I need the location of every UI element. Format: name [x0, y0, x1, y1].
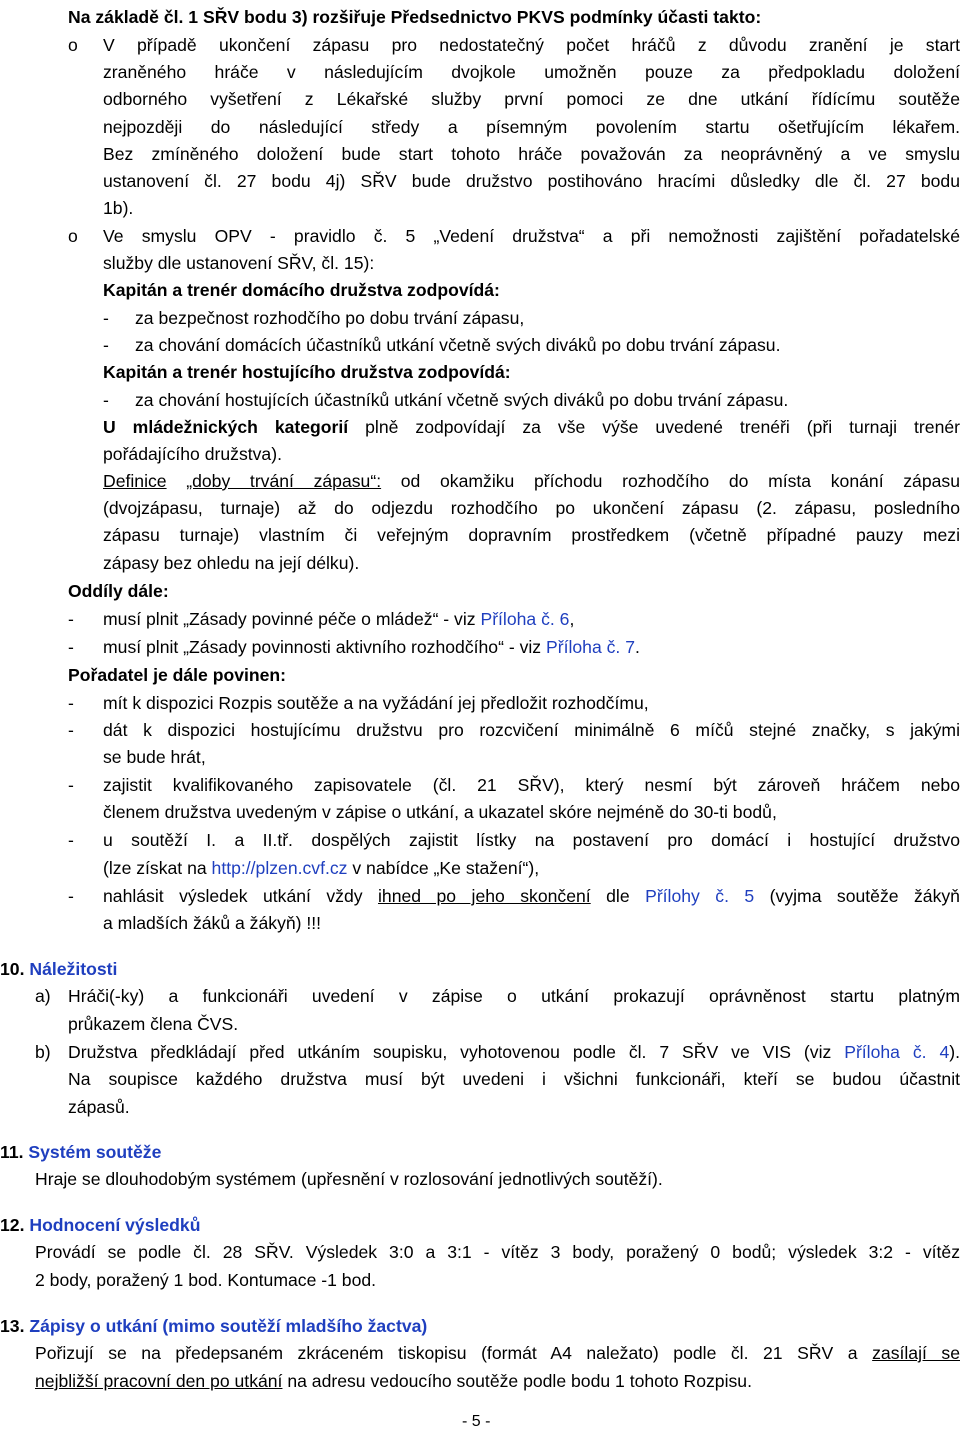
website-link[interactable]: http://plzen.cvf.cz — [211, 858, 348, 878]
section10-line: zápasů. — [68, 1097, 130, 1117]
section-number: 10. — [0, 959, 25, 979]
clubs-item — [103, 606, 574, 634]
cond2-line: služby dle ustanovení SŘV, čl. 15): — [103, 253, 375, 273]
organizer-item: a mladších žáků a žákyň) !!! — [103, 913, 322, 933]
section13-underlined: zasílají se — [872, 1343, 960, 1363]
dash-marker: - — [68, 886, 74, 906]
dash-marker: - — [103, 308, 109, 328]
organizer-item: se bude hrát, — [103, 747, 206, 767]
section13-text: Pořizují se na předepsaném zkráceném tiskopisu (formát A4 naležato) podle čl. 21 SŘV a — [35, 1343, 873, 1363]
organizer-item: členem družstva uvedeným v zápise o utkání, a ukazatel skóre nejméně do 30-ti bodů, — [103, 802, 777, 822]
organizer-underlined: ihned po jeho skončení — [378, 886, 591, 906]
section13-line — [35, 1368, 752, 1396]
section10-text: Družstva předkládají před utkáním soupisku, vyhotovenou podle čl. 7 SŘV ve VIS (viz — [68, 1042, 845, 1062]
clubs-item — [103, 634, 640, 662]
clubs-item-post: . — [634, 637, 640, 657]
bullet-marker: o — [68, 35, 78, 55]
section13-text: na adresu vedoucího soutěže podle bodu 1 tohoto Rozpisu. — [282, 1371, 752, 1391]
definition-rest: od okamžiku příchodu rozhodčího do místa konání zápasu — [381, 471, 960, 491]
home-item: za chování domácích účastníků utkání včetně svých diváků po dobu trvání zápasu. — [135, 335, 781, 355]
appendix-link[interactable]: Příloha č. 7 — [545, 637, 635, 657]
section-heading — [0, 1212, 200, 1240]
dash-marker: - — [103, 335, 109, 355]
cond1-line: V případě ukončení zápasu pro nedostatečný počet hráčů z důvodu zranění je start — [103, 35, 960, 55]
section-title: Náležitosti — [29, 959, 118, 979]
appendix-link[interactable]: Příloha č. 4 — [844, 1042, 950, 1062]
section-title: Zápisy o utkání (mimo soutěží mladšího žactva) — [29, 1316, 428, 1336]
section-heading — [0, 1139, 161, 1167]
dash-marker: - — [68, 637, 74, 657]
cond2-line: Ve smyslu OPV - pravidlo č. 5 „Vedení družstva“ a při nemožnosti zajištění pořadatelské — [103, 226, 960, 246]
dash-marker: - — [68, 830, 74, 850]
organizer-item: mít k dispozici Rozpis soutěže a na vyžádání jej předložit rozhodčímu, — [103, 693, 649, 713]
definition-line: zápasy bez ohledu na její délku). — [103, 553, 360, 573]
section10-line: Na soupisce každého družstva musí být uvedeni i všichni funkcionáři, kteří se budou účastnit — [68, 1069, 960, 1089]
bullet-marker: o — [68, 226, 78, 246]
definition-label: „doby trvání zápasu“: — [186, 471, 382, 491]
intro-rest: 1 SŘV bodu 3) rozšiřuje Předsednictvo PKVS podmínky účasti takto: — [183, 7, 762, 27]
section-title: Hodnocení výsledků — [29, 1215, 201, 1235]
organizer-text: v nabídce „Ke stažení“), — [347, 858, 540, 878]
dash-marker: - — [68, 775, 74, 795]
clubs-item-text: musí plnit „Zásady povinnosti aktivního rozhodčího“ - viz — [103, 637, 546, 657]
youth-line — [103, 414, 960, 442]
organizer-item: zajistit kvalifikovaného zapisovatele (čl. 21 SŘV), který nesmí být zároveň hráčem nebo — [103, 775, 960, 795]
section13-underlined: nejbližší pracovní den po utkání — [35, 1371, 283, 1391]
organizer-item: u soutěží I. a II.tř. dospělých zajistit lístky na postavení pro domácí i hostující družstvo — [103, 830, 960, 850]
intro-lead: Na základě čl. — [68, 7, 184, 27]
youth-rest: plně zodpovídají za vše výše uvedené trenéři (při turnaji trenér — [348, 417, 960, 437]
organizer-text: nahlásit výsledek utkání vždy — [103, 886, 379, 906]
organizer-heading: Pořadatel je dále povinen: — [68, 665, 287, 685]
section-number: 11. — [0, 1142, 24, 1162]
cond1-line: 1b). — [103, 198, 134, 218]
section10-line: Hráči(-ky) a funkcionáři uvedení v zápise o utkání prokazují oprávněnost startu platným — [68, 986, 960, 1006]
youth-bold: U mládežnických kategorií — [103, 417, 349, 437]
home-heading: Kapitán a trenér domácího družstva zodpovídá: — [103, 280, 500, 300]
section10-line — [68, 1039, 960, 1067]
section10-text: ). — [949, 1042, 960, 1062]
organizer-text: dle — [590, 886, 646, 906]
dash-marker: - — [103, 390, 109, 410]
organizer-item — [103, 883, 960, 911]
section10-line: průkazem člena ČVS. — [68, 1014, 239, 1034]
clubs-item-post: , — [569, 609, 575, 629]
dash-marker: - — [68, 609, 74, 629]
section13-line — [35, 1340, 960, 1368]
definition-line: zápasu turnaje) vlastním či veřejným dopravním prostředkem (včetně případné pauzy mezi — [103, 525, 960, 545]
section12-line: 2 body, poražený 1 bod. Kontumace -1 bod. — [35, 1270, 377, 1290]
clubs-heading: Oddíly dále: — [68, 581, 169, 601]
organizer-text: (vyjma soutěže žákyň — [754, 886, 960, 906]
appendix-link[interactable]: Přílohy č. 5 — [645, 886, 755, 906]
section11-text: Hraje se dlouhodobým systémem (upřesnění v rozlosování jednotlivých soutěží). — [35, 1169, 663, 1189]
section12-line: Provádí se podle čl. 28 SŘV. Výsledek 3:0 a 3:1 - vítěz 3 body, poražený 0 bodů; výsledek 3:2 - vítěz — [35, 1242, 960, 1262]
definition-line: (dvojzápasu, turnaje) až do odjezdu rozhodčího po ukončení zápasu (2. zápasu, posledního — [103, 498, 960, 518]
away-heading: Kapitán a trenér hostujícího družstva zodpovídá: — [103, 362, 511, 382]
cond1-line: Bez zmíněného doložení bude start tohoto hráče považován za neoprávněný a ve smyslu — [103, 144, 960, 164]
section-heading — [0, 956, 117, 984]
youth-line: pořádajícího družstva). — [103, 444, 282, 464]
definition-label: Definice — [103, 471, 167, 491]
appendix-link[interactable]: Příloha č. 6 — [480, 609, 570, 629]
home-item: za bezpečnost rozhodčího po dobu trvání zápasu, — [135, 308, 525, 328]
organizer-item — [103, 855, 539, 883]
list-label: b) — [35, 1042, 51, 1062]
list-label: a) — [35, 986, 51, 1006]
cond1-line: ustanovení čl. 27 bodu 4j) SŘV bude družstvo postihováno hracími důsledky dle čl. 27 bodu — [103, 171, 960, 191]
page-number: - 5 - — [462, 1413, 491, 1430]
clubs-item-text: musí plnit „Zásady povinné péče o mládež“ - viz — [103, 609, 481, 629]
section-number: 13. — [0, 1316, 25, 1336]
cond1-line: nejpozději do následující středy a písemným povolením startu ošetřujícím lékařem. — [103, 117, 960, 137]
organizer-text: (lze získat na — [103, 858, 212, 878]
dash-marker: - — [68, 720, 74, 740]
section-heading — [0, 1313, 427, 1341]
definition-line — [103, 468, 960, 496]
section-number: 12. — [0, 1215, 25, 1235]
intro-line — [68, 4, 761, 32]
away-item: za chování hostujících účastníků utkání včetně svých diváků po dobu trvání zápasu. — [135, 390, 789, 410]
cond1-line: odborného vyšetření z Lékařské služby první pomoci ze dne utkání řídícímu soutěže — [103, 89, 960, 109]
cond1-line: zraněného hráče v následujícím dvojkole umožněn pouze za předpokladu doložení — [103, 62, 960, 82]
section-title: Systém soutěže — [28, 1142, 162, 1162]
organizer-item: dát k dispozici hostujícímu družstvu pro rozcvičení minimálně 6 míčů stejné značky, s jakými — [103, 720, 960, 740]
dash-marker: - — [68, 693, 74, 713]
